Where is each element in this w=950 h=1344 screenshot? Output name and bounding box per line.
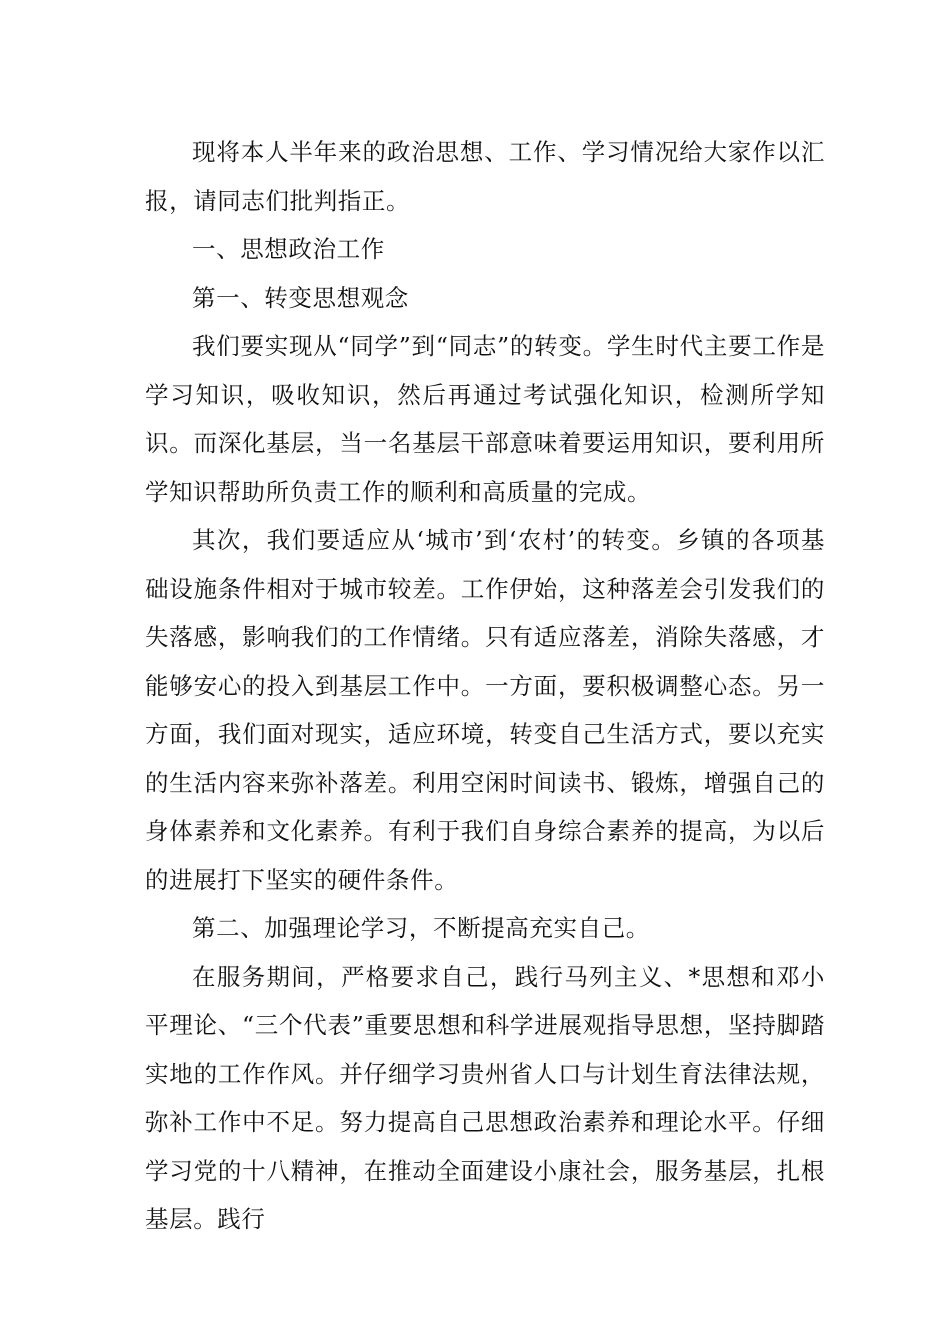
subsection-heading: 第二、加强理论学习，不断提高充实自己。 [192,914,650,942]
paragraph: 其次，我们要适应从‘城市’到‘农村’的转变。乡镇的各项基础设施条件相对于城市较差。工作伊始，这种落差会引发我们的失落感，影响我们的工作情绪。只有适应落差，消除失落感，才能够安心的投入到基层工作中。一方面，要积极调整心态。另一方面，我们面对现实，适应环境，转变自己生活方式，要以充实的生活内容来弥补落差。利用空闲时间读书、锻炼，增强自己的身体素养和文化素养。有利于我们自身综合素养的提高，为以后的进展打下坚实的硬件条件。 [145,526,825,894]
paragraph: 在服务期间，严格要求自己，践行马列主义、*思想和邓小平理论、“三个代表”重要思想和科学进展观指导思想，坚持脚踏实地的工作作风。并仔细学习贵州省人口与计划生育法律法规，弥补工作中不足。努力提高自己思想政治素养和理论水平。仔细学习党的十八精神，在推动全面建设小康社会，服务基层，扎根基层。践行 [145,962,825,1233]
section-heading: 一、思想政治工作 [192,235,385,263]
paragraph-intro: 现将本人半年来的政治思想、工作、学习情况给大家作以汇报，请同志们批判指正。 [145,138,825,215]
document-body [145,128,825,1244]
subsection-heading: 第一、转变思想观念 [192,283,409,312]
paragraph: 我们要实现从“同学”到“同志”的转变。学生时代主要工作是学习知识，吸收知识，然后再通过考试强化知识，检测所学知识。而深化基层，当一名基层干部意味着要运用知识，要利用所学知识帮助所负责工作的顺利和高质量的完成。 [145,332,825,506]
